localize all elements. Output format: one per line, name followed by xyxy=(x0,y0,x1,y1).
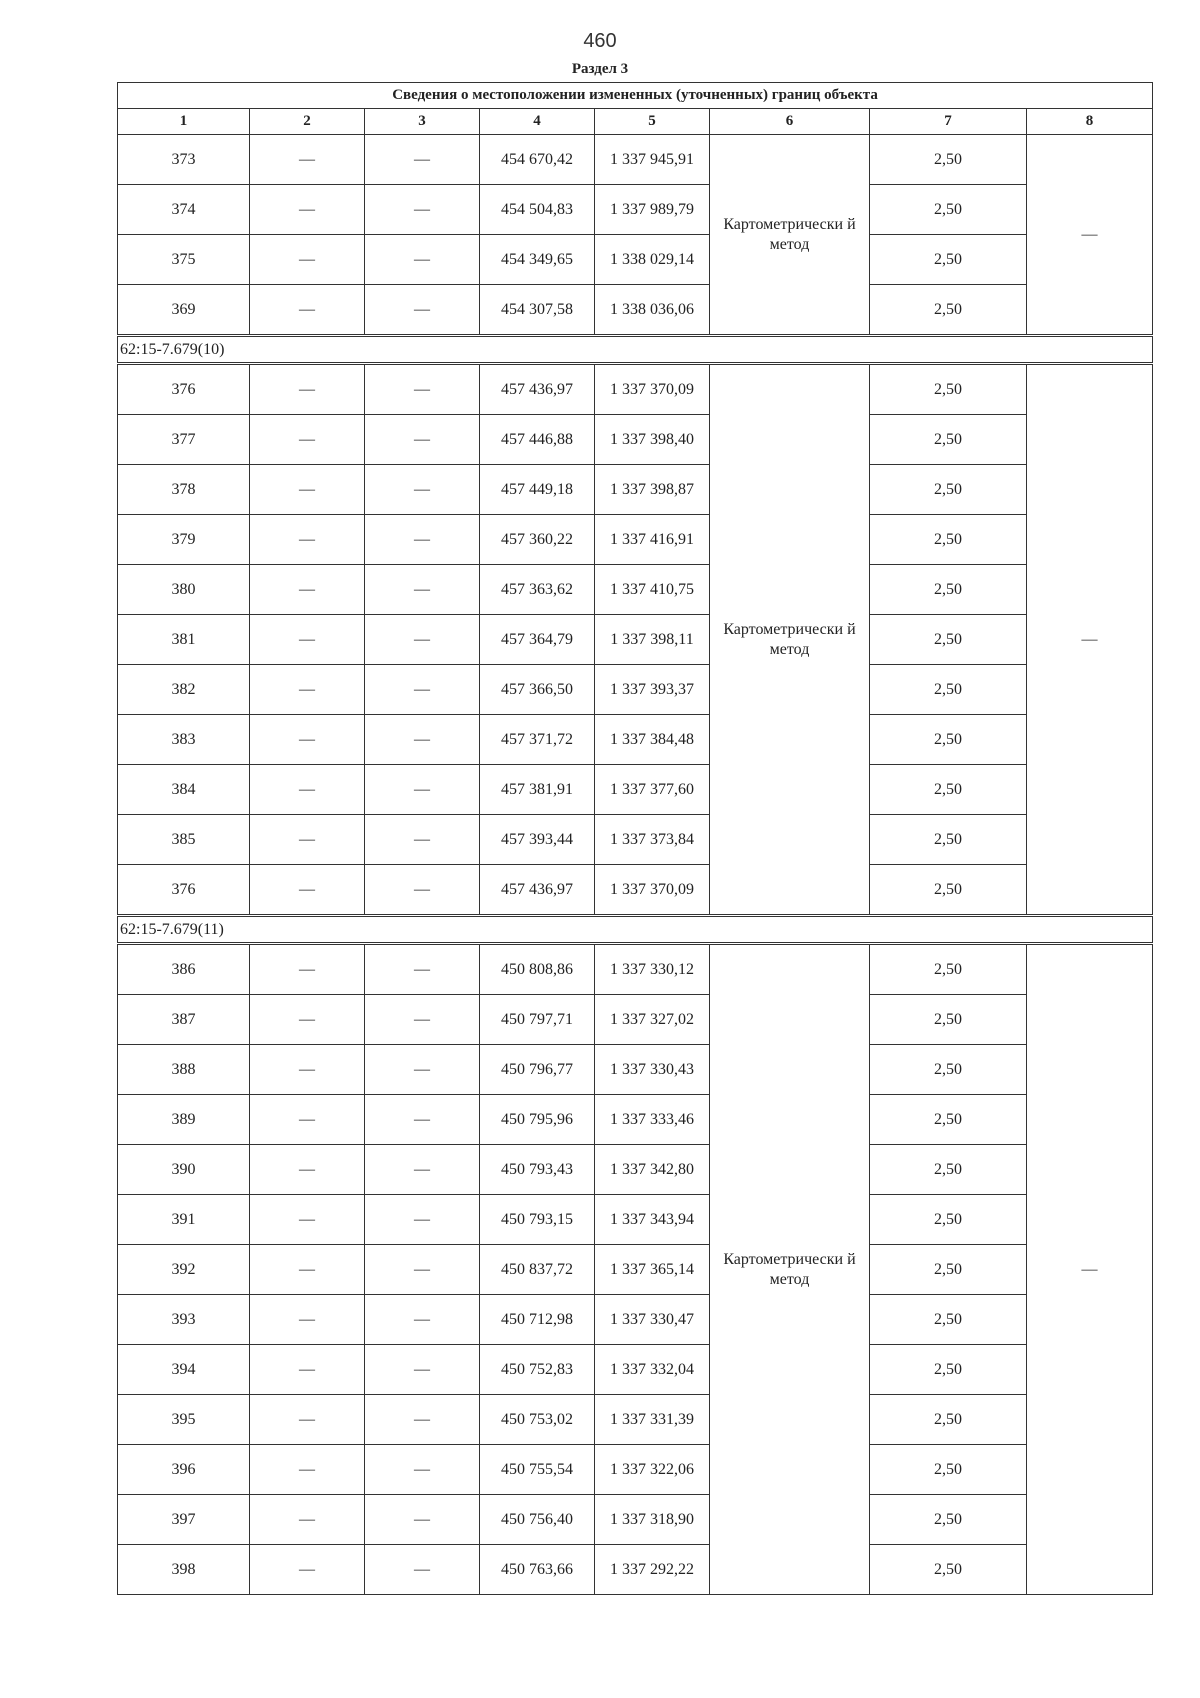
y-coordinate-cell: 1 337 398,40 xyxy=(595,415,710,465)
col3-dash-cell: — xyxy=(365,1295,480,1345)
point-number-cell: 389 xyxy=(118,1095,250,1145)
table-row xyxy=(118,235,1153,285)
y-coordinate-cell: 1 338 036,06 xyxy=(595,285,710,336)
precision-cell: 2,50 xyxy=(870,1245,1027,1295)
table-row xyxy=(118,285,1153,336)
y-coordinate-cell: 1 337 331,39 xyxy=(595,1395,710,1445)
precision-cell: 2,50 xyxy=(870,1095,1027,1145)
table-row xyxy=(118,1345,1153,1395)
table-row xyxy=(118,135,1153,185)
precision-cell: 2,50 xyxy=(870,1295,1027,1345)
x-coordinate-cell: 454 349,65 xyxy=(480,235,595,285)
col3-dash-cell: — xyxy=(365,1395,480,1445)
col3-dash-cell: — xyxy=(365,1545,480,1595)
precision-cell: 2,50 xyxy=(870,1545,1027,1595)
y-coordinate-cell: 1 337 384,48 xyxy=(595,715,710,765)
point-number-cell: 387 xyxy=(118,995,250,1045)
x-coordinate-cell: 457 360,22 xyxy=(480,515,595,565)
y-coordinate-cell: 1 337 373,84 xyxy=(595,815,710,865)
point-number-cell: 379 xyxy=(118,515,250,565)
col3-dash-cell: — xyxy=(365,815,480,865)
y-coordinate-cell: 1 337 330,43 xyxy=(595,1045,710,1095)
precision-cell: 2,50 xyxy=(870,1145,1027,1195)
precision-cell: 2,50 xyxy=(870,995,1027,1045)
table-row xyxy=(118,615,1153,665)
col2-dash-cell: — xyxy=(250,515,365,565)
col3-dash-cell: — xyxy=(365,665,480,715)
point-number-cell: 398 xyxy=(118,1545,250,1595)
col2-dash-cell: — xyxy=(250,1345,365,1395)
y-coordinate-cell: 1 337 416,91 xyxy=(595,515,710,565)
point-number-cell: 377 xyxy=(118,415,250,465)
table-row xyxy=(118,1545,1153,1595)
col2-dash-cell: — xyxy=(250,665,365,715)
table-row xyxy=(118,944,1153,995)
x-coordinate-cell: 450 837,72 xyxy=(480,1245,595,1295)
col3-dash-cell: — xyxy=(365,1245,480,1295)
col2-dash-cell: — xyxy=(250,715,365,765)
table-row xyxy=(118,765,1153,815)
method-cell: Картометрически й метод xyxy=(710,364,870,916)
col2-dash-cell: — xyxy=(250,1395,365,1445)
col2-dash-cell: — xyxy=(250,465,365,515)
col3-dash-cell: — xyxy=(365,1145,480,1195)
col2-dash-cell: — xyxy=(250,1295,365,1345)
precision-cell: 2,50 xyxy=(870,565,1027,615)
precision-cell: 2,50 xyxy=(870,1395,1027,1445)
precision-cell: 2,50 xyxy=(870,665,1027,715)
col2-dash-cell: — xyxy=(250,1195,365,1245)
table-body xyxy=(118,135,1153,1595)
col3-dash-cell: — xyxy=(365,865,480,916)
y-coordinate-cell: 1 337 333,46 xyxy=(595,1095,710,1145)
y-coordinate-cell: 1 337 318,90 xyxy=(595,1495,710,1545)
point-number-cell: 390 xyxy=(118,1145,250,1195)
point-number-cell: 391 xyxy=(118,1195,250,1245)
col8-dash-cell: — xyxy=(1027,135,1153,336)
x-coordinate-cell: 454 307,58 xyxy=(480,285,595,336)
col2-dash-cell: — xyxy=(250,235,365,285)
precision-cell: 2,50 xyxy=(870,1045,1027,1095)
point-number-cell: 369 xyxy=(118,285,250,336)
y-coordinate-cell: 1 337 377,60 xyxy=(595,765,710,815)
x-coordinate-cell: 450 796,77 xyxy=(480,1045,595,1095)
col3-dash-cell: — xyxy=(365,715,480,765)
point-number-cell: 394 xyxy=(118,1345,250,1395)
table-row xyxy=(118,1445,1153,1495)
table-row xyxy=(118,1195,1153,1245)
y-coordinate-cell: 1 337 365,14 xyxy=(595,1245,710,1295)
precision-cell: 2,50 xyxy=(870,1495,1027,1545)
col3-dash-cell: — xyxy=(365,565,480,615)
table-row xyxy=(118,1245,1153,1295)
table-caption: Сведения о местоположении измененных (уточненных) границ объекта xyxy=(118,83,1153,109)
point-number-cell: 373 xyxy=(118,135,250,185)
point-number-cell: 385 xyxy=(118,815,250,865)
column-number: 4 xyxy=(480,109,595,135)
table-row xyxy=(118,995,1153,1045)
col2-dash-cell: — xyxy=(250,1495,365,1545)
point-number-cell: 393 xyxy=(118,1295,250,1345)
column-number: 5 xyxy=(595,109,710,135)
x-coordinate-cell: 450 755,54 xyxy=(480,1445,595,1495)
col3-dash-cell: — xyxy=(365,135,480,185)
precision-cell: 2,50 xyxy=(870,1345,1027,1395)
col2-dash-cell: — xyxy=(250,415,365,465)
y-coordinate-cell: 1 337 945,91 xyxy=(595,135,710,185)
col3-dash-cell: — xyxy=(365,415,480,465)
table-row xyxy=(118,515,1153,565)
table-row xyxy=(118,1495,1153,1545)
precision-cell: 2,50 xyxy=(870,415,1027,465)
precision-cell: 2,50 xyxy=(870,515,1027,565)
method-cell: Картометрически й метод xyxy=(710,135,870,336)
col2-dash-cell: — xyxy=(250,364,365,415)
col2-dash-cell: — xyxy=(250,865,365,916)
table-row xyxy=(118,565,1153,615)
column-number: 8 xyxy=(1027,109,1153,135)
precision-cell: 2,50 xyxy=(870,364,1027,415)
precision-cell: 2,50 xyxy=(870,135,1027,185)
section-title: Раздел 3 xyxy=(571,61,629,77)
precision-cell: 2,50 xyxy=(870,815,1027,865)
y-coordinate-cell: 1 337 332,04 xyxy=(595,1345,710,1395)
table-row xyxy=(118,1095,1153,1145)
col2-dash-cell: — xyxy=(250,1445,365,1495)
x-coordinate-cell: 450 753,02 xyxy=(480,1395,595,1445)
y-coordinate-cell: 1 338 029,14 xyxy=(595,235,710,285)
precision-cell: 2,50 xyxy=(870,235,1027,285)
col2-dash-cell: — xyxy=(250,944,365,995)
column-number: 2 xyxy=(250,109,365,135)
point-number-cell: 392 xyxy=(118,1245,250,1295)
point-number-cell: 382 xyxy=(118,665,250,715)
y-coordinate-cell: 1 337 410,75 xyxy=(595,565,710,615)
y-coordinate-cell: 1 337 393,37 xyxy=(595,665,710,715)
col3-dash-cell: — xyxy=(365,185,480,235)
col8-dash-cell: — xyxy=(1027,364,1153,916)
y-coordinate-cell: 1 337 292,22 xyxy=(595,1545,710,1595)
y-coordinate-cell: 1 337 327,02 xyxy=(595,995,710,1045)
point-number-cell: 376 xyxy=(118,865,250,916)
boundary-coordinates-table xyxy=(117,82,1153,1595)
table-row xyxy=(118,415,1153,465)
col2-dash-cell: — xyxy=(250,285,365,336)
col3-dash-cell: — xyxy=(365,1495,480,1545)
point-number-cell: 381 xyxy=(118,615,250,665)
col2-dash-cell: — xyxy=(250,1245,365,1295)
point-number-cell: 397 xyxy=(118,1495,250,1545)
table-row xyxy=(118,1295,1153,1345)
point-number-cell: 375 xyxy=(118,235,250,285)
col3-dash-cell: — xyxy=(365,465,480,515)
col3-dash-cell: — xyxy=(365,1095,480,1145)
precision-cell: 2,50 xyxy=(870,285,1027,336)
precision-cell: 2,50 xyxy=(870,865,1027,916)
x-coordinate-cell: 457 436,97 xyxy=(480,865,595,916)
col3-dash-cell: — xyxy=(365,765,480,815)
y-coordinate-cell: 1 337 330,47 xyxy=(595,1295,710,1345)
group-header-row xyxy=(118,916,1153,944)
table-row xyxy=(118,815,1153,865)
x-coordinate-cell: 450 808,86 xyxy=(480,944,595,995)
precision-cell: 2,50 xyxy=(870,465,1027,515)
col2-dash-cell: — xyxy=(250,1045,365,1095)
col3-dash-cell: — xyxy=(365,1345,480,1395)
group-label: 62:15-7.679(10) xyxy=(118,336,1153,364)
y-coordinate-cell: 1 337 989,79 xyxy=(595,185,710,235)
col2-dash-cell: — xyxy=(250,995,365,1045)
col2-dash-cell: — xyxy=(250,1545,365,1595)
point-number-cell: 380 xyxy=(118,565,250,615)
precision-cell: 2,50 xyxy=(870,944,1027,995)
y-coordinate-cell: 1 337 342,80 xyxy=(595,1145,710,1195)
point-number-cell: 376 xyxy=(118,364,250,415)
y-coordinate-cell: 1 337 343,94 xyxy=(595,1195,710,1245)
col8-dash-cell: — xyxy=(1027,944,1153,1595)
col3-dash-cell: — xyxy=(365,364,480,415)
table-row xyxy=(118,865,1153,916)
x-coordinate-cell: 457 449,18 xyxy=(480,465,595,515)
precision-cell: 2,50 xyxy=(870,615,1027,665)
col3-dash-cell: — xyxy=(365,1445,480,1495)
col3-dash-cell: — xyxy=(365,944,480,995)
point-number-cell: 383 xyxy=(118,715,250,765)
x-coordinate-cell: 450 797,71 xyxy=(480,995,595,1045)
col3-dash-cell: — xyxy=(365,995,480,1045)
x-coordinate-cell: 450 763,66 xyxy=(480,1545,595,1595)
precision-cell: 2,50 xyxy=(870,765,1027,815)
point-number-cell: 395 xyxy=(118,1395,250,1445)
y-coordinate-cell: 1 337 322,06 xyxy=(595,1445,710,1495)
x-coordinate-cell: 450 756,40 xyxy=(480,1495,595,1545)
col3-dash-cell: — xyxy=(365,1045,480,1095)
table-row xyxy=(118,1145,1153,1195)
col2-dash-cell: — xyxy=(250,185,365,235)
table-row xyxy=(118,465,1153,515)
x-coordinate-cell: 450 712,98 xyxy=(480,1295,595,1345)
x-coordinate-cell: 457 364,79 xyxy=(480,615,595,665)
column-number: 7 xyxy=(870,109,1027,135)
point-number-cell: 388 xyxy=(118,1045,250,1095)
x-coordinate-cell: 450 795,96 xyxy=(480,1095,595,1145)
precision-cell: 2,50 xyxy=(870,185,1027,235)
precision-cell: 2,50 xyxy=(870,1195,1027,1245)
table-row xyxy=(118,1045,1153,1095)
table-row xyxy=(118,1395,1153,1445)
col2-dash-cell: — xyxy=(250,135,365,185)
col2-dash-cell: — xyxy=(250,1095,365,1145)
col3-dash-cell: — xyxy=(365,515,480,565)
point-number-cell: 374 xyxy=(118,185,250,235)
x-coordinate-cell: 450 793,15 xyxy=(480,1195,595,1245)
method-cell: Картометрически й метод xyxy=(710,944,870,1595)
page-number: 460 xyxy=(583,30,617,52)
point-number-cell: 386 xyxy=(118,944,250,995)
col2-dash-cell: — xyxy=(250,565,365,615)
col2-dash-cell: — xyxy=(250,1145,365,1195)
column-number: 1 xyxy=(118,109,250,135)
x-coordinate-cell: 454 670,42 xyxy=(480,135,595,185)
column-number: 6 xyxy=(710,109,870,135)
col2-dash-cell: — xyxy=(250,815,365,865)
group-label: 62:15-7.679(11) xyxy=(118,916,1153,944)
table-row xyxy=(118,185,1153,235)
point-number-cell: 378 xyxy=(118,465,250,515)
group-header-row xyxy=(118,336,1153,364)
col3-dash-cell: — xyxy=(365,615,480,665)
precision-cell: 2,50 xyxy=(870,1445,1027,1495)
col3-dash-cell: — xyxy=(365,1195,480,1245)
table-row xyxy=(118,715,1153,765)
table-row xyxy=(118,665,1153,715)
column-number: 3 xyxy=(365,109,480,135)
x-coordinate-cell: 450 752,83 xyxy=(480,1345,595,1395)
point-number-cell: 384 xyxy=(118,765,250,815)
col3-dash-cell: — xyxy=(365,235,480,285)
precision-cell: 2,50 xyxy=(870,715,1027,765)
point-number-cell: 396 xyxy=(118,1445,250,1495)
col2-dash-cell: — xyxy=(250,615,365,665)
y-coordinate-cell: 1 337 398,11 xyxy=(595,615,710,665)
x-coordinate-cell: 457 366,50 xyxy=(480,665,595,715)
y-coordinate-cell: 1 337 330,12 xyxy=(595,944,710,995)
x-coordinate-cell: 457 381,91 xyxy=(480,765,595,815)
y-coordinate-cell: 1 337 370,09 xyxy=(595,865,710,916)
x-coordinate-cell: 450 793,43 xyxy=(480,1145,595,1195)
x-coordinate-cell: 457 363,62 xyxy=(480,565,595,615)
x-coordinate-cell: 457 446,88 xyxy=(480,415,595,465)
col3-dash-cell: — xyxy=(365,285,480,336)
x-coordinate-cell: 454 504,83 xyxy=(480,185,595,235)
table-row xyxy=(118,364,1153,415)
x-coordinate-cell: 457 436,97 xyxy=(480,364,595,415)
x-coordinate-cell: 457 393,44 xyxy=(480,815,595,865)
y-coordinate-cell: 1 337 370,09 xyxy=(595,364,710,415)
x-coordinate-cell: 457 371,72 xyxy=(480,715,595,765)
col2-dash-cell: — xyxy=(250,765,365,815)
y-coordinate-cell: 1 337 398,87 xyxy=(595,465,710,515)
